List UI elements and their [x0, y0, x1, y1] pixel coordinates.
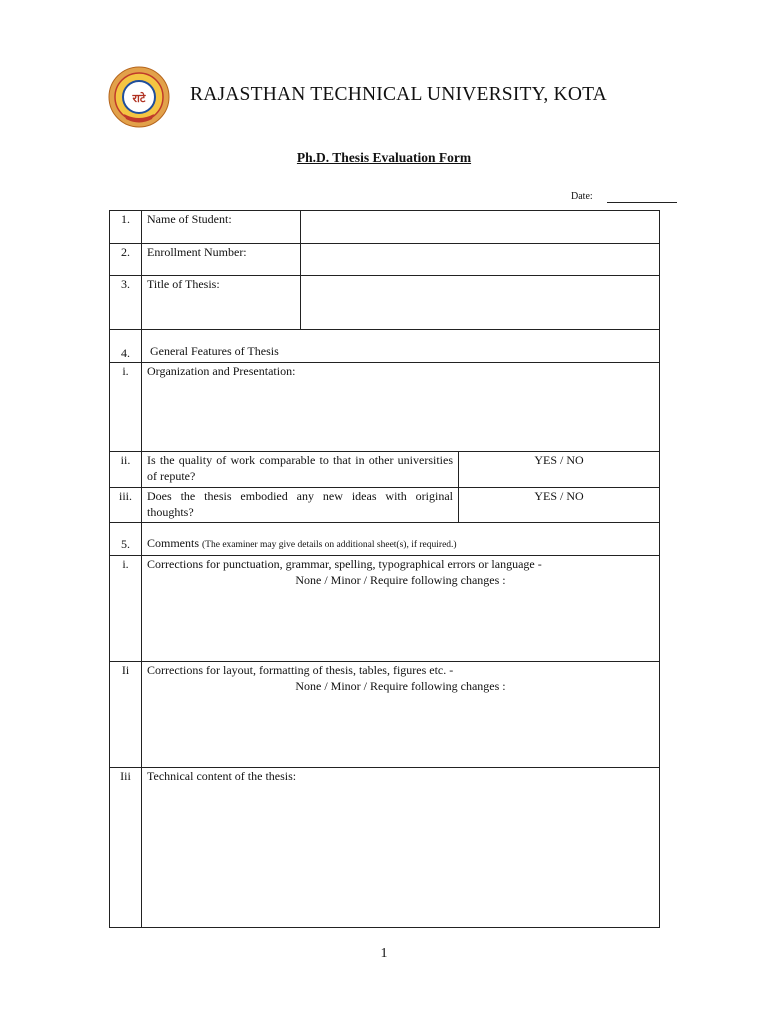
row-number: 4.	[110, 330, 142, 363]
student-name-field[interactable]	[301, 211, 660, 244]
yes-no-choice[interactable]: YES / NO	[459, 452, 660, 488]
row-label: Organization and Presentation:	[147, 364, 296, 378]
correction-options: None / Minor / Require following changes :	[295, 573, 506, 587]
row-comments	[110, 523, 660, 556]
row-quality-of-work	[110, 452, 660, 488]
row-label: Corrections for punctuation, grammar, spelling, typographical errors or language -	[147, 557, 542, 571]
row-number: 5.	[110, 523, 142, 556]
row-title-of-thesis	[110, 276, 660, 330]
date-label: Date:	[571, 191, 593, 202]
row-corrections-language	[110, 556, 660, 662]
row-number: 3.	[110, 276, 142, 330]
form-title: Ph.D. Thesis Evaluation Form	[296, 150, 472, 165]
row-label: Name of Student:	[142, 211, 301, 244]
row-number: i.	[110, 556, 142, 662]
university-logo	[108, 66, 170, 128]
row-number: Ii	[110, 662, 142, 768]
technical-content-field[interactable]	[142, 768, 660, 928]
row-technical-content	[110, 768, 660, 928]
row-general-features	[110, 330, 660, 363]
corrections-layout-field[interactable]	[142, 662, 660, 768]
row-number: ii.	[110, 452, 142, 488]
correction-options: None / Minor / Require following changes :	[295, 679, 506, 693]
row-number: Iii	[110, 768, 142, 928]
corrections-language-field[interactable]	[142, 556, 660, 662]
yes-no-choice[interactable]: YES / NO	[459, 488, 660, 523]
row-new-ideas	[110, 488, 660, 523]
row-corrections-layout	[110, 662, 660, 768]
row-name-of-student	[110, 211, 660, 244]
date-field[interactable]	[607, 202, 677, 203]
row-label: Title of Thesis:	[142, 276, 301, 330]
comments-note: (The examiner may give details on additional sheet(s), if required.)	[202, 540, 457, 550]
university-name: RAJASTHAN TECHNICAL UNIVERSITY, KOTA	[190, 84, 607, 105]
organization-field[interactable]	[142, 363, 660, 452]
row-number: i.	[110, 363, 142, 452]
enrollment-number-field[interactable]	[301, 244, 660, 276]
comments-label: Comments	[147, 536, 200, 550]
row-enrollment-number	[110, 244, 660, 276]
row-label: Is the quality of work comparable to that in other universities of repute?	[142, 452, 459, 488]
row-label: Corrections for layout, formatting of thesis, tables, figures etc. -	[147, 663, 454, 677]
row-number: 1.	[110, 211, 142, 244]
row-label: Technical content of the thesis:	[147, 769, 297, 783]
row-organization-presentation	[110, 363, 660, 452]
evaluation-table	[109, 210, 660, 928]
row-number: iii.	[110, 488, 142, 523]
page-number: 1	[380, 946, 388, 961]
section-heading: General Features of Thesis	[142, 330, 660, 363]
row-label: Does the thesis embodied any new ideas with original thoughts?	[142, 488, 459, 523]
thesis-title-field[interactable]	[301, 276, 660, 330]
section-heading	[142, 523, 660, 556]
logo-mark: राटे	[132, 93, 146, 105]
row-number: 2.	[110, 244, 142, 276]
row-label: Enrollment Number:	[142, 244, 301, 276]
